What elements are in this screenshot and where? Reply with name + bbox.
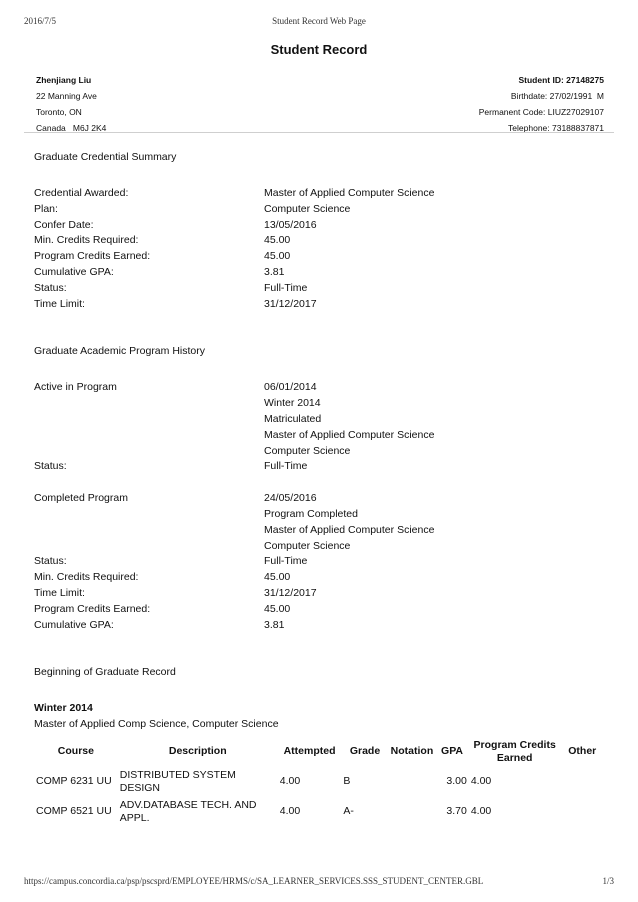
kv-row xyxy=(34,380,604,396)
student-contact-block xyxy=(36,72,604,136)
kv-row xyxy=(34,218,604,234)
column-header-attempted: Attempted xyxy=(283,745,336,758)
cell-grade: A- xyxy=(343,805,354,818)
kv-row xyxy=(34,586,604,602)
kv-label: Plan: xyxy=(34,202,58,215)
student-identifiers xyxy=(479,72,604,136)
credential-summary-heading: Graduate Credential Summary xyxy=(34,151,177,163)
kv-row xyxy=(34,507,604,523)
kv-label: Active in Program xyxy=(34,381,117,394)
kv-row xyxy=(34,186,604,202)
course-table xyxy=(34,737,604,827)
table-row xyxy=(34,767,604,797)
kv-row xyxy=(34,412,604,428)
kv-value: Full-Time xyxy=(264,460,308,473)
kv-row xyxy=(34,618,604,634)
column-header-program-credits: Program Credits Earned xyxy=(473,738,556,764)
kv-value: Master of Applied Computer Science xyxy=(264,523,435,536)
kv-value: 3.81 xyxy=(264,265,285,278)
cell-credits: 4.00 xyxy=(470,805,492,818)
kv-row xyxy=(34,428,604,444)
cell-gpa: 3.70 xyxy=(446,805,467,818)
kv-value: 45.00 xyxy=(264,234,291,247)
kv-value: Master of Applied Computer Science xyxy=(264,187,435,199)
program-history-completed xyxy=(34,491,604,633)
kv-label: Time Limit: xyxy=(34,586,85,599)
kv-label: Cumulative GPA: xyxy=(34,618,114,631)
kv-label: Min. Credits Required: xyxy=(34,571,139,584)
kv-row xyxy=(34,570,604,586)
kv-row xyxy=(34,202,604,218)
kv-label: Program Credits Earned: xyxy=(34,250,151,263)
course-table-header xyxy=(34,737,604,767)
column-header-course: Course xyxy=(57,745,94,758)
kv-row xyxy=(34,281,604,297)
student-permanent-code: Permanent Code: LIUZ27029107 xyxy=(478,107,604,117)
cell-other xyxy=(561,797,604,827)
credential-summary-list xyxy=(34,186,604,312)
cell-gpa: 3.00 xyxy=(446,775,467,788)
kv-label: Time Limit: xyxy=(34,297,85,310)
address-line-2: Toronto, ON xyxy=(36,107,82,117)
cell-credits: 4.00 xyxy=(470,775,492,788)
kv-row xyxy=(34,249,604,265)
kv-value: Full-Time xyxy=(264,281,308,294)
kv-label: Confer Date: xyxy=(34,218,94,231)
kv-label: Status: xyxy=(34,460,67,473)
kv-value: 31/12/2017 xyxy=(264,586,317,599)
kv-value: Computer Science xyxy=(264,539,351,552)
kv-label: Cumulative GPA: xyxy=(34,265,114,278)
cell-other xyxy=(561,767,604,797)
program-history-active xyxy=(34,380,604,475)
kv-value: 31/12/2017 xyxy=(264,297,317,310)
page-title: Student Record xyxy=(270,42,368,57)
kv-row xyxy=(34,523,604,539)
cell-notation xyxy=(389,797,436,827)
kv-value: 13/05/2016 xyxy=(264,218,317,231)
print-header xyxy=(24,16,614,26)
kv-value: 45.00 xyxy=(264,250,291,263)
print-footer xyxy=(24,876,614,886)
student-name: Zhenjiang Liu xyxy=(36,75,92,85)
student-birthdate: Birthdate: 27/02/1991 M xyxy=(510,91,604,101)
kv-value: Program Completed xyxy=(264,507,358,520)
print-page-number: 1/3 xyxy=(602,876,614,886)
student-id: Student ID: 27148275 xyxy=(518,75,604,85)
kv-label: Program Credits Earned: xyxy=(34,602,151,615)
cell-attempted: 4.00 xyxy=(279,775,301,788)
kv-row xyxy=(34,554,604,570)
student-address xyxy=(36,72,106,136)
kv-row xyxy=(34,539,604,555)
kv-row xyxy=(34,602,604,618)
column-header-other: Other xyxy=(568,745,597,758)
cell-attempted: 4.00 xyxy=(279,805,301,818)
record-content xyxy=(34,150,604,827)
column-header-notation: Notation xyxy=(390,745,434,758)
kv-value: Master of Applied Computer Science xyxy=(264,428,435,441)
kv-label: Completed Program xyxy=(34,492,128,505)
kv-label: Min. Credits Required: xyxy=(34,234,139,247)
table-row xyxy=(34,797,604,827)
kv-label: Status: xyxy=(34,281,67,294)
column-header-description: Description xyxy=(168,745,227,758)
cell-notation xyxy=(389,767,436,797)
kv-row xyxy=(34,233,604,249)
kv-value: Matriculated xyxy=(264,412,322,425)
print-page-title: Student Record Web Page xyxy=(272,16,366,26)
kv-row xyxy=(34,396,604,412)
kv-value: Full-Time xyxy=(264,555,308,568)
kv-row xyxy=(34,459,604,475)
student-telephone: Telephone: 73188837871 xyxy=(508,123,604,133)
address-line-1: 22 Manning Ave xyxy=(36,91,97,101)
column-header-grade: Grade xyxy=(349,745,381,758)
term-title: Winter 2014 xyxy=(34,702,93,715)
kv-value: 06/01/2014 xyxy=(264,381,317,394)
cell-grade: B xyxy=(343,775,351,788)
graduate-record-heading: Beginning of Graduate Record xyxy=(34,666,176,679)
program-history-heading: Graduate Academic Program History xyxy=(34,345,205,358)
cell-course: COMP 6521 UU xyxy=(36,805,112,818)
kv-label: Status: xyxy=(34,555,67,568)
cell-course: COMP 6231 UU xyxy=(36,775,112,788)
print-url: https://campus.concordia.ca/psp/pscsprd/EMPLOYEE/HRMS/c/SA_LEARNER_SERVICES.SSS_STUDENT_CENTER.GBL xyxy=(24,876,484,886)
column-header-gpa: GPA xyxy=(441,745,464,758)
kv-value: 3.81 xyxy=(264,618,285,631)
kv-value: Computer Science xyxy=(264,202,351,215)
kv-value: Computer Science xyxy=(264,444,351,457)
cell-description: DISTRIBUTED SYSTEM DESIGN xyxy=(119,768,236,794)
kv-row xyxy=(34,491,604,507)
kv-row xyxy=(34,265,604,281)
print-date: 2016/7/5 xyxy=(24,16,57,26)
kv-row xyxy=(34,297,604,313)
kv-label: Credential Awarded: xyxy=(34,187,129,199)
kv-row xyxy=(34,444,604,460)
kv-value: Winter 2014 xyxy=(264,397,321,410)
kv-value: 45.00 xyxy=(264,571,291,584)
kv-value: 24/05/2016 xyxy=(264,492,317,505)
term-program: Master of Applied Comp Science, Computer Science xyxy=(34,718,279,731)
address-line-3: Canada M6J 2K4 xyxy=(36,123,107,133)
cell-description: ADV.DATABASE TECH. AND APPL. xyxy=(119,798,257,824)
header-divider xyxy=(24,132,614,133)
kv-value: 45.00 xyxy=(264,602,291,615)
